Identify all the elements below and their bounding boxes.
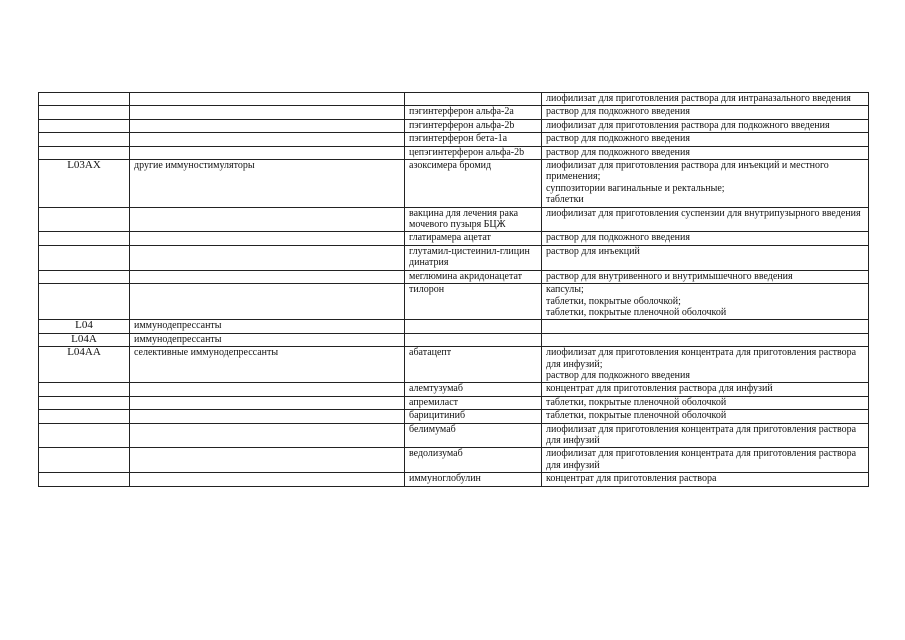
dosage-forms-cell	[542, 146, 869, 159]
group-name-cell	[130, 232, 405, 245]
dosage-forms-cell	[542, 284, 869, 320]
drug-name-cell: меглюмина акридонацетат	[405, 270, 542, 283]
dosage-form-line: суппозитории вагинальные и ректальные;	[546, 182, 725, 194]
atc-code-cell	[39, 232, 130, 245]
group-name-cell	[130, 146, 405, 159]
dosage-forms-cell	[542, 320, 869, 333]
atc-code-cell	[39, 106, 130, 119]
group-name-cell: другие иммуностимуляторы	[130, 160, 405, 208]
atc-code-cell	[39, 448, 130, 473]
group-name-cell	[130, 133, 405, 146]
drug-table-body	[39, 93, 869, 487]
drug-name-cell: пэгинтерферон бета-1a	[405, 133, 542, 146]
dosage-form-line: раствор для подкожного введения	[546, 232, 690, 244]
group-name-cell	[130, 106, 405, 119]
group-name-cell	[130, 207, 405, 232]
drug-name-cell: цепэгинтерферон альфа-2b	[405, 146, 542, 159]
dosage-form-line: таблетки, покрытые пленочной оболочкой	[546, 410, 727, 422]
dosage-forms-cell	[542, 106, 869, 119]
dosage-form-line: лиофилизат для приготовления раствора для инъекций и местного применения;	[546, 160, 829, 183]
drug-name-cell: тилорон	[405, 284, 542, 320]
drug-name-cell: апремиласт	[405, 396, 542, 409]
table-row	[39, 396, 869, 409]
table-row	[39, 133, 869, 146]
drug-name-cell	[405, 320, 542, 333]
table-row	[39, 160, 869, 208]
dosage-forms-cell	[542, 232, 869, 245]
dosage-forms-cell	[542, 160, 869, 208]
atc-code-cell	[39, 146, 130, 159]
table-row	[39, 270, 869, 283]
dosage-form-line: таблетки, покрытые оболочкой;	[546, 295, 681, 307]
drug-name-cell: пэгинтерферон альфа-2b	[405, 119, 542, 132]
group-name-cell	[130, 93, 405, 106]
atc-code-cell	[39, 473, 130, 486]
table-row	[39, 383, 869, 396]
dosage-form-line: таблетки, покрытые пленочной оболочкой	[546, 396, 727, 408]
group-name-cell	[130, 410, 405, 423]
dosage-forms-cell	[542, 133, 869, 146]
group-name-cell	[130, 423, 405, 448]
dosage-forms-cell	[542, 410, 869, 423]
atc-code-cell	[39, 396, 130, 409]
dosage-form-line: раствор для подкожного введения	[546, 133, 690, 145]
group-name-cell	[130, 245, 405, 270]
drug-name-cell: глутамил-цистеинил-глицин динатрия	[405, 245, 542, 270]
group-name-cell	[130, 119, 405, 132]
drug-name-cell: барицитиниб	[405, 410, 542, 423]
dosage-forms-cell	[542, 383, 869, 396]
dosage-form-line: лиофилизат для приготовления суспензии для внутрипузырного введения	[546, 207, 861, 219]
table-row	[39, 320, 869, 333]
atc-code-cell	[39, 284, 130, 320]
group-name-cell	[130, 448, 405, 473]
group-name-cell: иммунодепрессанты	[130, 320, 405, 333]
dosage-forms-cell	[542, 119, 869, 132]
atc-code-cell	[39, 207, 130, 232]
table-row	[39, 207, 869, 232]
group-name-cell	[130, 473, 405, 486]
dosage-form-line: раствор для подкожного введения	[546, 106, 690, 118]
dosage-forms-cell	[542, 396, 869, 409]
atc-code-cell: L03AX	[39, 160, 130, 208]
dosage-forms-cell	[542, 245, 869, 270]
table-row	[39, 284, 869, 320]
table-row	[39, 93, 869, 106]
dosage-form-line: раствор для подкожного введения	[546, 369, 690, 381]
dosage-form-line: таблетки	[546, 194, 584, 206]
atc-code-cell	[39, 119, 130, 132]
atc-code-cell	[39, 270, 130, 283]
drug-name-cell: абатацепт	[405, 347, 542, 383]
table-row	[39, 119, 869, 132]
table-row	[39, 106, 869, 119]
group-name-cell: иммунодепрессанты	[130, 333, 405, 346]
drug-table	[38, 92, 869, 487]
dosage-forms-cell	[542, 93, 869, 106]
dosage-forms-cell	[542, 423, 869, 448]
dosage-form-line: таблетки, покрытые пленочной оболочкой	[546, 306, 727, 318]
group-name-cell	[130, 270, 405, 283]
dosage-forms-cell	[542, 207, 869, 232]
atc-code-cell	[39, 410, 130, 423]
drug-name-cell: иммуноглобулин	[405, 473, 542, 486]
dosage-form-line: капсулы;	[546, 284, 584, 296]
dosage-form-line: лиофилизат для приготовления концентрата для приготовления раствора для инфузий;	[546, 347, 857, 370]
atc-code-cell	[39, 245, 130, 270]
dosage-forms-cell	[542, 270, 869, 283]
dosage-form-line: раствор для подкожного введения	[546, 146, 690, 158]
dosage-form-line: концентрат для приготовления раствора	[546, 473, 717, 485]
atc-code-cell	[39, 383, 130, 396]
atc-code-cell: L04	[39, 320, 130, 333]
dosage-form-line: концентрат для приготовления раствора для инфузий	[546, 383, 773, 395]
drug-name-cell: азоксимера бромид	[405, 160, 542, 208]
dosage-forms-cell	[542, 473, 869, 486]
drug-name-cell: ведолизумаб	[405, 448, 542, 473]
group-name-cell: селективные иммунодепрессанты	[130, 347, 405, 383]
dosage-forms-cell	[542, 347, 869, 383]
table-row	[39, 423, 869, 448]
atc-code-cell	[39, 133, 130, 146]
drug-name-cell: белимумаб	[405, 423, 542, 448]
table-row	[39, 473, 869, 486]
atc-code-cell: L04A	[39, 333, 130, 346]
table-row	[39, 245, 869, 270]
table-row	[39, 347, 869, 383]
dosage-forms-cell	[542, 448, 869, 473]
atc-code-cell	[39, 93, 130, 106]
drug-name-cell	[405, 93, 542, 106]
drug-name-cell: вакцина для лечения рака мочевого пузыря БЦЖ	[405, 207, 542, 232]
table-row	[39, 410, 869, 423]
group-name-cell	[130, 284, 405, 320]
atc-code-cell	[39, 423, 130, 448]
dosage-form-line: лиофилизат для приготовления концентрата для приготовления раствора для инфузий	[546, 448, 857, 471]
atc-code-cell: L04AA	[39, 347, 130, 383]
table-row	[39, 146, 869, 159]
dosage-form-line: лиофилизат для приготовления раствора для подкожного введения	[546, 119, 830, 131]
dosage-form-line: раствор для внутривенного и внутримышечного введения	[546, 270, 793, 282]
dosage-forms-cell	[542, 333, 869, 346]
table-row	[39, 448, 869, 473]
drug-name-cell: алемтузумаб	[405, 383, 542, 396]
drug-name-cell: пэгинтерферон альфа-2a	[405, 106, 542, 119]
dosage-form-line: лиофилизат для приготовления раствора для интраназального введения	[546, 93, 851, 104]
dosage-form-line: лиофилизат для приготовления концентрата для приготовления раствора для инфузий	[546, 423, 857, 446]
drug-name-cell	[405, 333, 542, 346]
table-row	[39, 232, 869, 245]
table-row	[39, 333, 869, 346]
group-name-cell	[130, 383, 405, 396]
group-name-cell	[130, 396, 405, 409]
dosage-form-line: раствор для инъекций	[546, 245, 640, 257]
drug-name-cell: глатирамера ацетат	[405, 232, 542, 245]
